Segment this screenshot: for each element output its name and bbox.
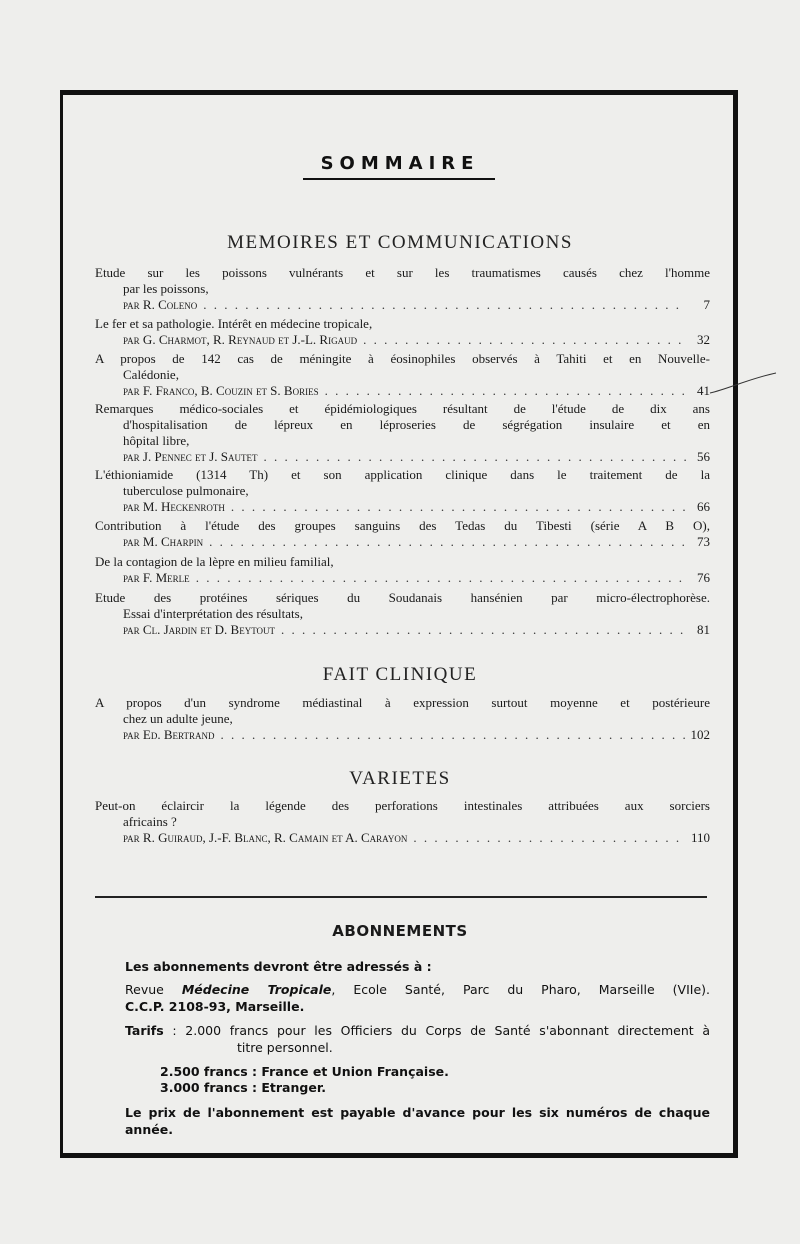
toc-entry[interactable]: [95, 401, 710, 465]
entry-authors: par F. Merle: [123, 570, 190, 585]
entry-title-line: africains ?: [123, 814, 177, 829]
section-title-fait-clinique: FAIT CLINIQUE: [322, 664, 478, 685]
entry-title-line: d'hospitalisation de lépreux en léproseries de ségrégation insulaire et en: [123, 417, 710, 432]
entry-page-number: 56: [697, 449, 710, 464]
entry-title-line: Calédonie,: [123, 367, 179, 382]
toc-entry[interactable]: [95, 265, 710, 313]
entry-title-line: Etude sur les poissons vulnérants et sur les traumatismes causés chez l'homme: [95, 265, 710, 280]
entry-title-line: Peut-on éclaircir la légende des perforations intestinales attribuées aux sorciers: [95, 798, 710, 813]
toc-entry[interactable]: [95, 467, 710, 515]
toc-entry[interactable]: [95, 798, 710, 846]
entry-author-line: [95, 499, 710, 515]
entry-title-line: par les poissons,: [123, 281, 209, 296]
payment-note-continued: année.: [125, 1122, 173, 1137]
abonnements-title: ABONNEMENTS: [332, 922, 468, 940]
entry-page-number: 73: [697, 534, 710, 549]
entry-authors: par M. Charpin: [123, 534, 204, 549]
entry-page-number: 41: [697, 383, 710, 398]
leader-dots: [196, 570, 686, 586]
pencil-mark-icon: [708, 369, 778, 399]
tarifs-line-continued: titre personnel.: [237, 1040, 333, 1055]
journal-name: Médecine Tropicale: [181, 982, 332, 997]
heading-underline: [303, 178, 495, 180]
entry-title-line: Contribution à l'étude des groupes sanguins des Tedas du Tibesti (série A B O),: [95, 518, 710, 533]
entry-author-line: [95, 570, 710, 586]
entry-page-number: 66: [697, 499, 710, 514]
entry-authors: par F. Franco, B. Couzin et S. Bories: [123, 383, 319, 398]
entry-title-line: A propos d'un syndrome médiastinal à expression surtout moyenne et postérieure: [95, 695, 710, 710]
entry-author-line: [95, 449, 710, 465]
address-prefix: Revue: [125, 982, 182, 997]
entry-authors: par J. Pennec et J. Sautet: [123, 449, 258, 464]
section-title-memoires: MEMOIRES ET COMMUNICATIONS: [227, 232, 573, 253]
entry-title-line: L'éthioniamide (1314 Th) et son application clinique dans le traitement de la: [95, 467, 710, 482]
entry-page-number: 81: [697, 622, 710, 637]
entry-author-line: [95, 830, 710, 846]
entry-page-number: 7: [703, 297, 710, 312]
entry-author-line: [95, 727, 710, 743]
entry-author-line: [95, 622, 710, 638]
entry-author-line: [95, 383, 710, 399]
toc-entry[interactable]: [95, 554, 710, 586]
toc-entry[interactable]: [95, 695, 710, 743]
leader-dots: [413, 830, 685, 846]
tarif-etranger: 3.000 francs : Etranger.: [160, 1080, 326, 1095]
tarif-france: 2.500 francs : France et Union Française.: [160, 1064, 449, 1079]
tarifs-label: Tarifs: [125, 1023, 164, 1038]
toc-entry[interactable]: [95, 590, 710, 638]
entry-title-line: Essai d'interprétation des résultats,: [123, 606, 303, 621]
leader-dots: [203, 297, 686, 313]
tarifs-line: [125, 1022, 710, 1039]
entry-title-line: A propos de 142 cas de méningite à éosinophiles observés à Tahiti et en Nouvelle-: [95, 351, 710, 366]
leader-dots: [264, 449, 687, 465]
entry-title-line: chez un adulte jeune,: [123, 711, 233, 726]
entry-title-line: De la contagion de la lèpre en milieu familial,: [95, 554, 334, 569]
entry-author-line: [95, 534, 710, 550]
abonnements-ccp: C.C.P. 2108-93, Marseille.: [125, 999, 305, 1014]
leader-dots: [231, 499, 686, 515]
leader-dots: [209, 534, 686, 550]
leader-dots: [281, 622, 686, 638]
page-heading: SOMMAIRE: [320, 153, 480, 174]
entry-author-line: [95, 332, 710, 348]
entry-title-line: hôpital libre,: [123, 433, 190, 448]
entry-page-number: 32: [697, 332, 710, 347]
entry-authors: par Cl. Jardin et D. Beytout: [123, 622, 276, 637]
entry-authors: par R. Guiraud, J.-F. Blanc, R. Camain et A. Carayon: [123, 830, 408, 845]
payment-note: Le prix de l'abonnement est payable d'avance pour les six numéros de chaque: [125, 1105, 710, 1120]
section-divider: [95, 896, 707, 898]
entry-title-line: Etude des protéines sériques du Soudanais hansénien par micro-électrophorèse.: [95, 590, 710, 605]
section-title-varietes: VARIETES: [349, 768, 451, 789]
abonnements-intro: Les abonnements devront être adressés à :: [125, 959, 432, 974]
toc-entry[interactable]: [95, 351, 710, 399]
entry-authors: par M. Heckenroth: [123, 499, 225, 514]
toc-entry[interactable]: [95, 316, 710, 348]
entry-authors: par G. Charmot, R. Reynaud et J.-L. Rigaud: [123, 332, 358, 347]
abonnements-address: [125, 981, 710, 998]
entry-title-line: Remarques médico-sociales et épidémiologiques résultant de l'étude de dix ans: [95, 401, 710, 416]
entry-page-number: 110: [690, 830, 710, 845]
tarifs-officiers: : 2.000 francs pour les Officiers du Corps de Santé s'abonnant directement à: [172, 1023, 710, 1038]
toc-entry[interactable]: [95, 518, 710, 550]
entry-authors: par Ed. Bertrand: [123, 727, 215, 742]
entry-title-line: tuberculose pulmonaire,: [123, 483, 249, 498]
entry-page-number: 76: [697, 570, 710, 585]
leader-dots: [221, 727, 685, 743]
entry-title-line: Le fer et sa pathologie. Intérêt en médecine tropicale,: [95, 316, 373, 331]
leader-dots: [325, 383, 686, 399]
entry-authors: par R. Coleno: [123, 297, 198, 312]
address-rest: , Ecole Santé, Parc du Pharo, Marseille (VIIe).: [331, 982, 710, 997]
entry-author-line: [95, 297, 710, 313]
entry-page-number: 102: [690, 727, 710, 742]
leader-dots: [363, 332, 686, 348]
